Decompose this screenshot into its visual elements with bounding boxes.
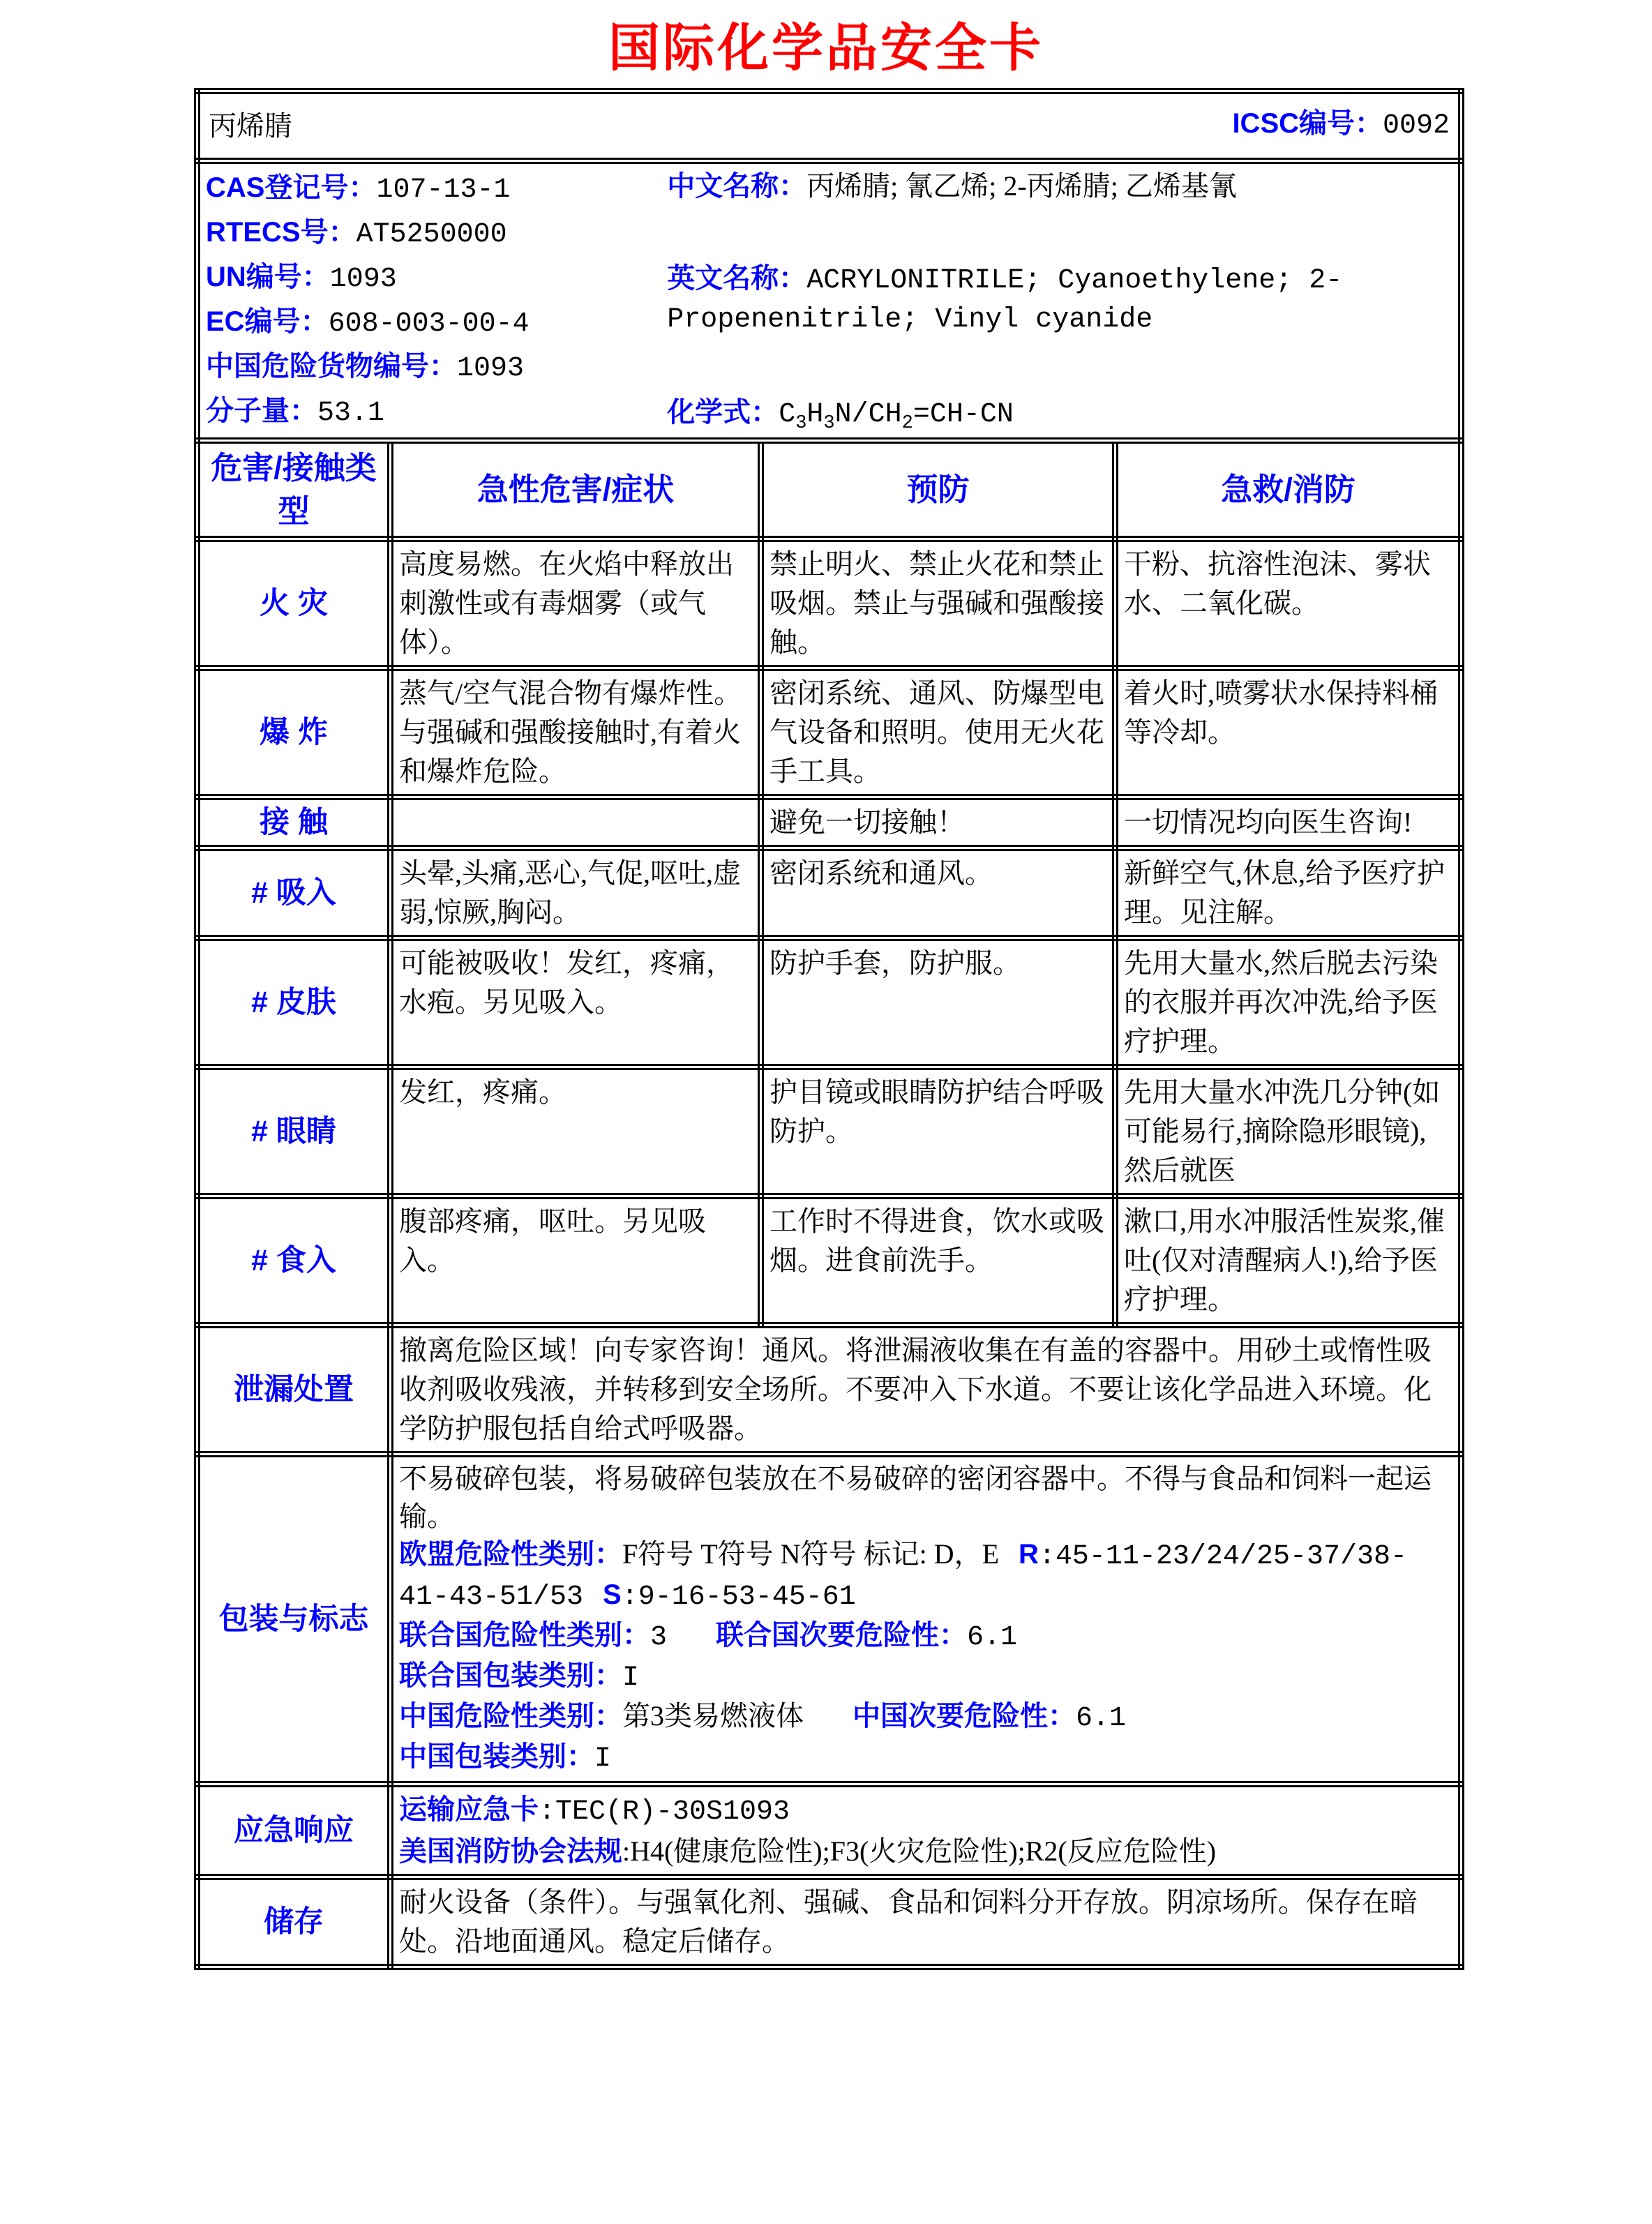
terc-label: 运输应急卡 xyxy=(399,1794,539,1825)
cn-classification xyxy=(399,1697,1452,1738)
cn-class-value: 第3类易燃液体 xyxy=(622,1700,804,1731)
table-row xyxy=(197,1067,1462,1196)
section-label-emergency: 应急响应 xyxy=(197,1785,391,1877)
english-name-label: 英文名称： xyxy=(667,263,807,294)
un-subrisk-label: 联合国次要危险性： xyxy=(716,1620,968,1651)
rtecs-label: RTECS号： xyxy=(206,217,356,248)
safety-card-table xyxy=(194,88,1464,1970)
cn-pack-label: 中国包装类别： xyxy=(399,1741,594,1772)
cas-value: 107-13-1 xyxy=(376,174,511,206)
china-dg-label: 中国危险货物编号： xyxy=(206,351,457,382)
section-label-packaging: 包装与标志 xyxy=(197,1455,391,1785)
eu-class-label: 欧盟危险性类别： xyxy=(399,1539,622,1570)
table-row xyxy=(197,1877,1462,1967)
hazard-type-eyes: # 眼睛 xyxy=(197,1067,391,1196)
molecular-weight-label: 分子量： xyxy=(206,396,317,426)
table-row xyxy=(197,938,1462,1067)
skin-response: 先用大量水,然后脱去污染的衣服并再次冲洗,给予医疗护理。 xyxy=(1116,938,1462,1067)
table-row xyxy=(197,1196,1462,1325)
spill-content: 撤离危险区域！向专家咨询！通风。将泄漏液收集在有盖的容器中。用砂土或惰性吸收剂吸收残液，并转移到安全场所。不要冲入下水道。不要让该化学品进入环境。化学防护服包括自给式呼吸器。 xyxy=(391,1325,1462,1455)
icsc-value: 0092 xyxy=(1383,110,1450,142)
eyes-symptoms: 发红，疼痛。 xyxy=(391,1067,761,1196)
un-class-value: 3 xyxy=(650,1622,668,1653)
contact-symptoms xyxy=(391,797,761,848)
ingestion-prevention: 工作时不得进食，饮水或吸烟。进食前洗手。 xyxy=(761,1196,1116,1325)
chinese-name-label: 中文名称： xyxy=(667,171,807,202)
column-header-prevention: 预防 xyxy=(761,441,1116,539)
section-label-spill: 泄漏处置 xyxy=(197,1325,391,1455)
emergency-content xyxy=(391,1785,1462,1877)
s-phrases-value: :9-16-53-45-61 xyxy=(621,1581,856,1613)
storage-content: 耐火设备（条件）。与强氧化剂、强碱、食品和饲料分开存放。阴凉场所。保存在暗处。沿地面通风。稳定后储存。 xyxy=(391,1877,1462,1967)
transport-emergency-card xyxy=(399,1790,1452,1832)
hazard-type-explosion: 爆 炸 xyxy=(197,668,391,797)
un-value: 1093 xyxy=(329,264,397,295)
eyes-prevention: 护目镜或眼睛防护结合呼吸防护。 xyxy=(761,1067,1116,1196)
un-pack-label: 联合国包装类别： xyxy=(399,1660,622,1691)
table-row xyxy=(197,539,1462,668)
un-packing-group xyxy=(399,1657,1452,1697)
packaging-content xyxy=(391,1455,1462,1785)
page-title: 国际化学品安全卡 xyxy=(608,19,1044,77)
ec-label: EC编号： xyxy=(206,306,329,337)
explosion-symptoms: 蒸气/空气混合物有爆炸性。与强碱和强酸接触时,有着火和爆炸危险。 xyxy=(391,668,761,797)
molecular-weight xyxy=(206,390,667,435)
hazard-type-skin: # 皮肤 xyxy=(197,938,391,1067)
un-class-label: 联合国危险性类别： xyxy=(399,1620,650,1651)
inhalation-response: 新鲜空气,休息,给予医疗护理。见注解。 xyxy=(1116,848,1462,938)
hazard-type-inhalation: # 吸入 xyxy=(197,848,391,938)
skin-symptoms: 可能被吸收！发红，疼痛，水疱。另见吸入。 xyxy=(391,938,761,1067)
explosion-response: 着火时,喷雾状水保持料桶等冷却。 xyxy=(1116,668,1462,797)
un-pack-value: I xyxy=(622,1662,640,1694)
chemical-formula-label: 化学式： xyxy=(667,397,779,428)
chinese-name xyxy=(667,167,1452,206)
nfpa-label: 美国消防协会法规 xyxy=(399,1836,622,1867)
ingestion-symptoms: 腹部疼痛，呕吐。另见吸入。 xyxy=(391,1196,761,1325)
fire-prevention: 禁止明火、禁止火花和禁止吸烟。禁止与强碱和强酸接触。 xyxy=(761,539,1116,668)
column-header-hazard-type: 危害/接触类型 xyxy=(197,441,391,539)
cn-subrisk-value: 6.1 xyxy=(1076,1703,1127,1734)
skin-prevention: 防护手套，防护服。 xyxy=(761,938,1116,1067)
inhalation-prevention: 密闭系统和通风。 xyxy=(761,848,1116,938)
un-label: UN编号： xyxy=(206,262,330,292)
china-dg-value: 1093 xyxy=(457,353,525,384)
page xyxy=(0,18,1652,2224)
column-header-symptoms: 急性危害/症状 xyxy=(391,441,761,539)
table-row xyxy=(197,1325,1462,1455)
china-dg-number xyxy=(206,345,667,390)
ec-number xyxy=(206,301,667,345)
packaging-intro: 不易破碎包装，将易破碎包装放在不易破碎的密闭容器中。不得与食品和饲料一起运输。 xyxy=(399,1463,1432,1532)
eu-classification xyxy=(399,1535,1452,1616)
fire-response: 干粉、抗溶性泡沫、雾状水、二氧化碳。 xyxy=(1116,539,1462,668)
un-number xyxy=(206,256,667,301)
identifiers-cell xyxy=(197,161,1462,441)
s-phrases-label: S xyxy=(603,1579,622,1610)
chinese-name-value: 丙烯腈; 氰乙烯; 2-丙烯腈; 乙烯基氰 xyxy=(806,170,1237,202)
molecular-weight-value: 53.1 xyxy=(317,398,385,429)
eu-class-value: F符号 T符号 N符号 标记: D，E xyxy=(622,1538,999,1570)
un-subrisk-value: 6.1 xyxy=(967,1622,1018,1653)
cn-class-label: 中国危险性类别： xyxy=(399,1701,622,1731)
icsc-number xyxy=(1232,104,1450,146)
explosion-prevention: 密闭系统、通风、防爆型电气设备和照明。使用无火花手工具。 xyxy=(761,668,1116,797)
chemical-formula xyxy=(667,393,1452,435)
safety-card xyxy=(194,88,1458,1970)
r-phrases-label: R xyxy=(1019,1539,1039,1570)
chemical-formula-value: $C_3H_3N/CH_2=CH-CN$ xyxy=(779,399,1014,434)
nfpa-code xyxy=(399,1832,1452,1871)
fire-symptoms: 高度易燃。在火焰中释放出刺激性或有毒烟雾（或气体）。 xyxy=(391,539,761,668)
cn-packing-group xyxy=(399,1738,1452,1778)
chemical-name: 丙烯腈 xyxy=(209,110,292,142)
hazard-type-fire: 火 灾 xyxy=(197,539,391,668)
hazard-type-ingestion: # 食入 xyxy=(197,1196,391,1325)
rtecs-number xyxy=(206,211,667,256)
eyes-response: 先用大量水冲洗几分钟(如可能易行,摘除隐形眼镜),然后就医 xyxy=(1116,1067,1462,1196)
icsc-label: ICSC编号： xyxy=(1232,108,1383,139)
ingestion-response: 漱口,用水冲服活性炭浆,催吐(仅对清醒病人!),给予医疗护理。 xyxy=(1116,1196,1462,1325)
hazard-type-contact: 接 触 xyxy=(197,797,391,848)
r-phrases-value: :45-11-23/24/25-37/38-41-43-51/53 xyxy=(399,1541,1407,1613)
table-row xyxy=(197,1455,1462,1785)
cn-subrisk-label: 中国次要危险性： xyxy=(853,1701,1076,1731)
un-classification xyxy=(399,1616,1452,1657)
cn-pack-value: I xyxy=(594,1743,612,1775)
card-header-cell xyxy=(197,91,1462,161)
cas-label: CAS登记号： xyxy=(206,172,377,203)
terc-value: :TEC(R)-30S1093 xyxy=(539,1796,790,1828)
table-row xyxy=(197,668,1462,797)
contact-prevention: 避免一切接触！ xyxy=(761,797,1116,848)
rtecs-value: AT5250000 xyxy=(356,219,507,250)
ec-value: 608-003-00-4 xyxy=(328,308,530,340)
nfpa-value: :H4(健康危险性);F3(火灾危险性);R2(反应危险性) xyxy=(622,1835,1217,1867)
section-label-storage: 储存 xyxy=(197,1877,391,1967)
cas-number xyxy=(206,167,667,211)
identifier-list xyxy=(206,167,667,435)
english-name-value: ACRYLONITRILE; Cyanoethylene; 2-Propenenitrile; Vinyl cyanide xyxy=(667,265,1343,336)
name-list xyxy=(667,167,1452,435)
table-row xyxy=(197,1785,1462,1877)
column-header-response: 急救/消防 xyxy=(1116,441,1462,539)
contact-response: 一切情况均向医生咨询! xyxy=(1116,797,1462,848)
inhalation-symptoms: 头晕,头痛,恶心,气促,呕吐,虚弱,惊厥,胸闷。 xyxy=(391,848,761,938)
table-row xyxy=(197,797,1462,848)
english-name xyxy=(667,259,1452,340)
table-row xyxy=(197,848,1462,938)
